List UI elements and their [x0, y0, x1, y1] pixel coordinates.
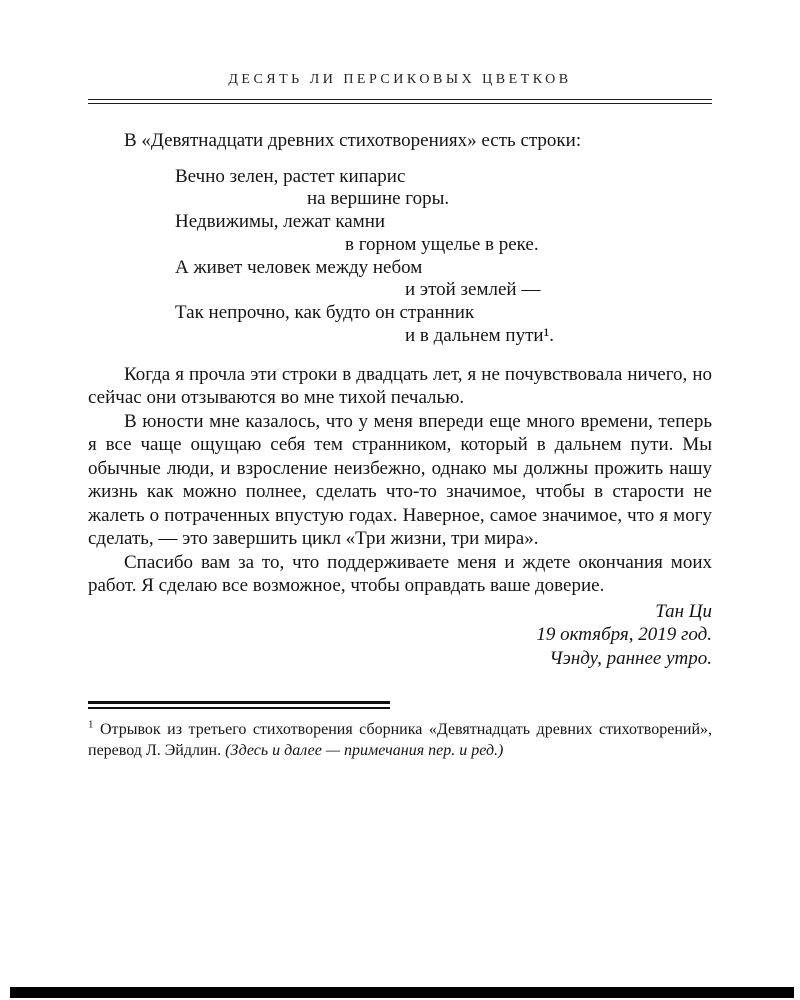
footnote-double-rule — [88, 701, 390, 709]
footnote-text: Отрывок из третьего стихотворения сборника «Девятнадцать древних стихотворений», перевод Л. Эйдлин. — [88, 721, 713, 760]
page-header — [88, 72, 712, 104]
poem-block — [175, 166, 712, 348]
footnote-editorial-note: (Здесь и далее — примечания пер. и ред.) — [225, 742, 504, 760]
footnote — [88, 719, 712, 761]
poem-line: и этой землей — — [405, 279, 541, 301]
poem-line: Так непрочно, как будто он странник — [175, 302, 475, 324]
header-double-rule — [88, 99, 712, 104]
footnote-marker: 1 — [88, 719, 94, 732]
paragraph-2: В юности мне казалось, что у меня впереди еще много времени, теперь я все чаще ощущаю себя тем странником, который в дальнем пути. Мы обычные люди, и взросление неизбежно, однако мы должны прожить нашу жизнь как можно полнее, сделать что-то значимое, чтобы в старости не жалеть о потраченных впустую годах. Наверное, самое значимое, что я могу сделать, — это завершить цикл «Три жизни, три мира». — [88, 410, 712, 550]
poem-line: в горном ущелье в реке. — [345, 233, 539, 255]
paragraph-3: Спасибо вам за то, что поддерживаете меня и ждете окончания моих работ. Я сделаю все возможное, чтобы оправдать ваше доверие. — [88, 551, 712, 597]
poem-line: Недвижимы, лежат камни — [175, 211, 386, 233]
poem-line: А живет человек между небом — [175, 256, 423, 278]
running-header-title: ДЕСЯТЬ ЛИ ПЕРСИКОВЫХ ЦВЕТКОВ — [228, 72, 572, 87]
body-text — [88, 129, 712, 670]
signature-place: Чэнду, раннее утро. — [549, 647, 712, 669]
scan-artifact-bar — [10, 987, 794, 998]
signature-block — [88, 600, 712, 671]
page-footer — [88, 701, 712, 761]
poem-line: и в дальнем пути¹. — [405, 325, 555, 347]
signature-date: 19 октября, 2019 год. — [536, 624, 712, 646]
signature-author: Тан Ци — [655, 600, 712, 622]
poem-line: Вечно зелен, растет кипарис — [175, 165, 406, 187]
paragraph-1: Когда я прочла эти строки в двадцать лет, я не почувствовала ничего, но сейчас они отзываются во мне тихой печалью. — [88, 363, 712, 409]
paragraph-intro: В «Девятнадцати древних стихотворениях» есть строки: — [124, 130, 582, 151]
poem-line: на вершине горы. — [307, 188, 450, 210]
